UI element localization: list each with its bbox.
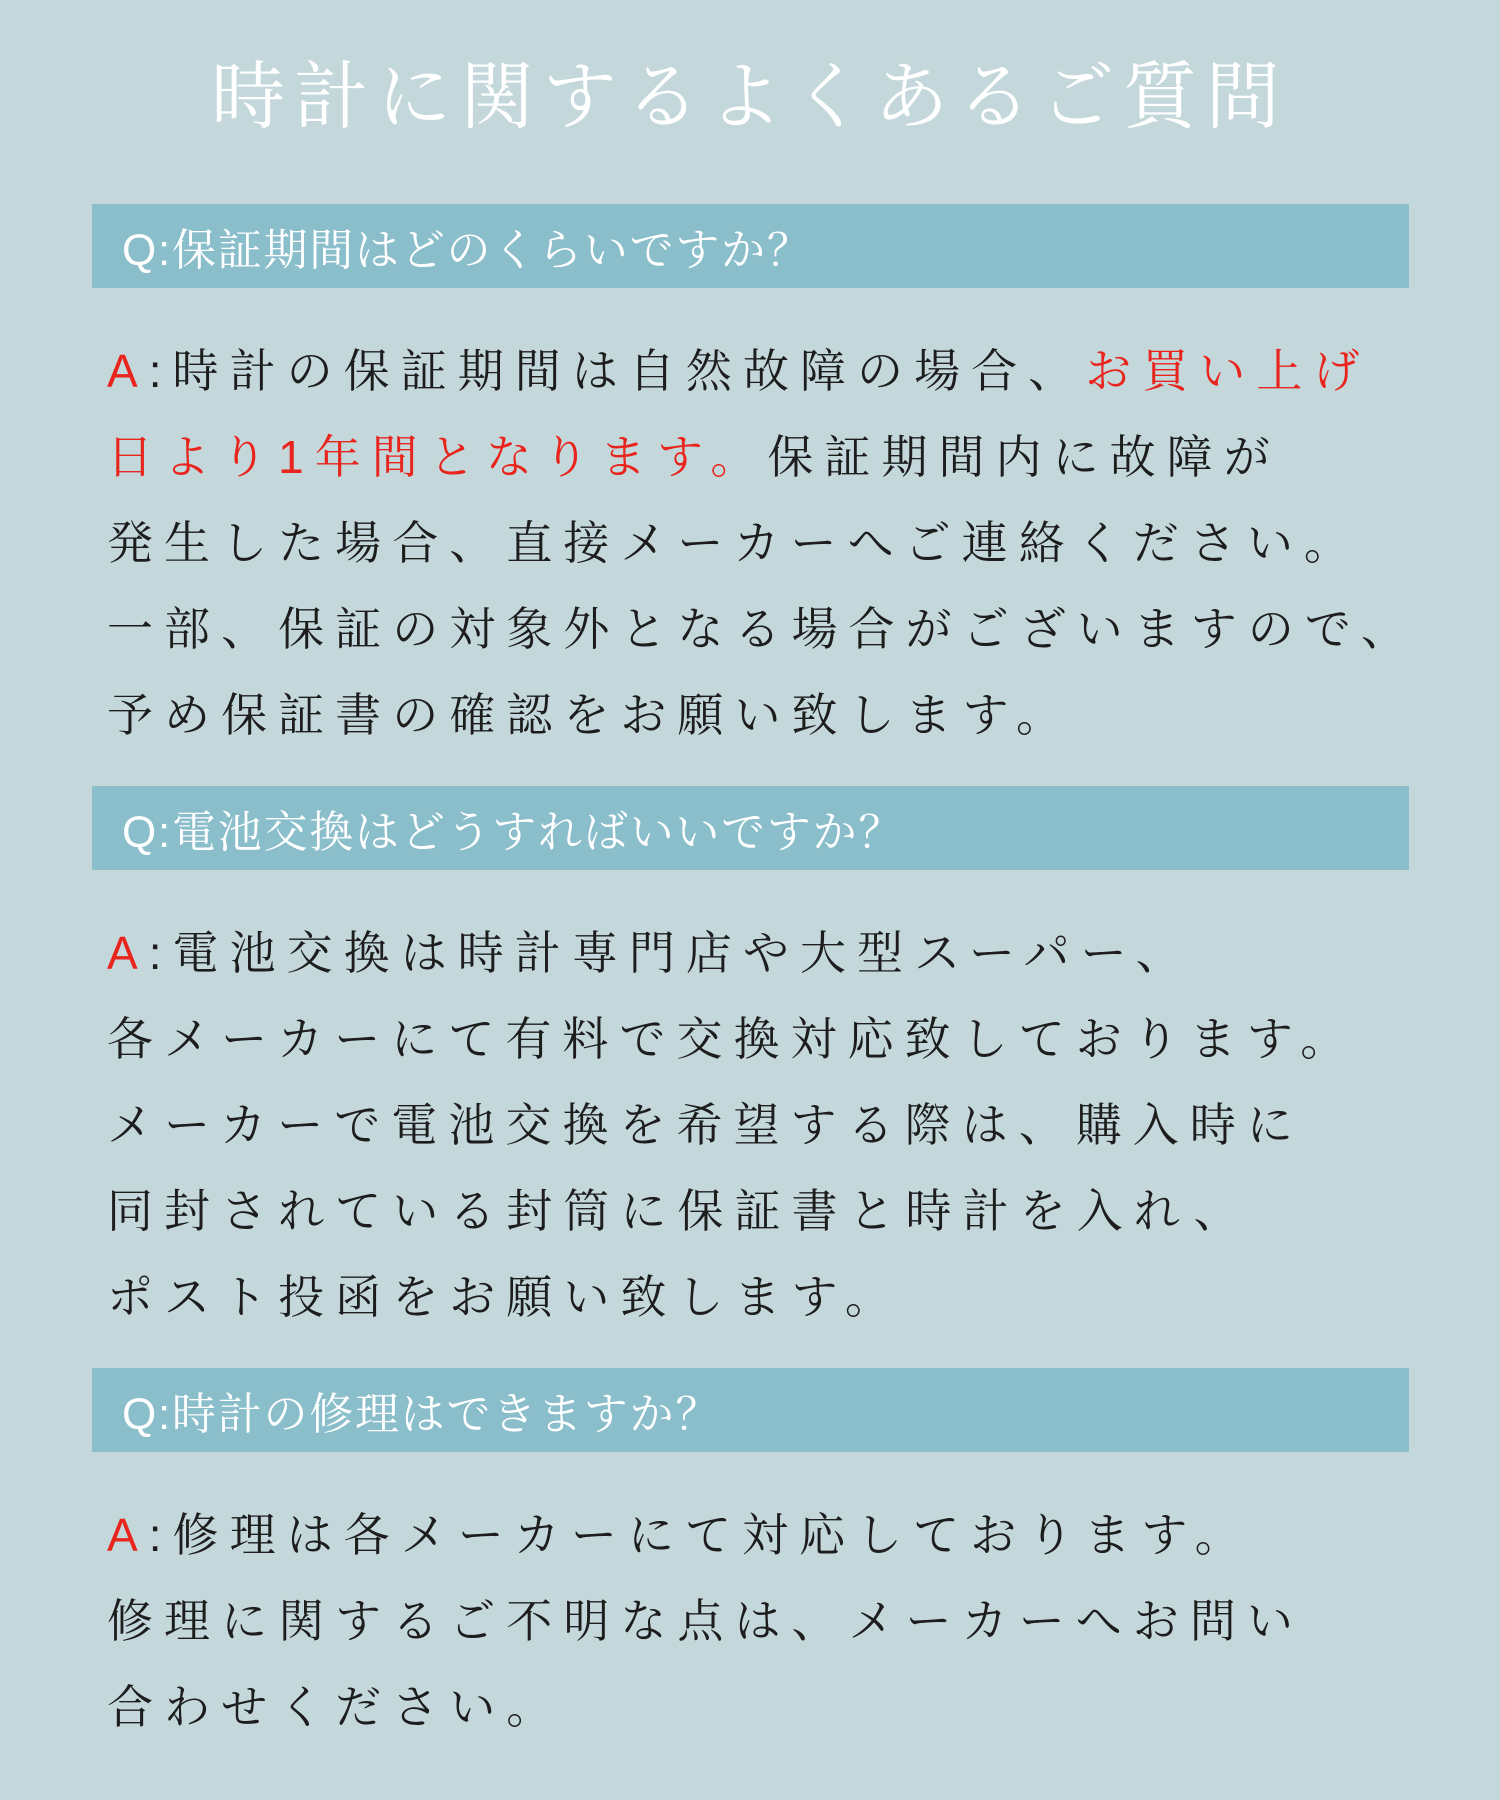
answer-segment-highlight: A [107, 927, 149, 979]
question-label: Q:時計の修理はできますか？ [122, 1390, 722, 1439]
question-label: Q:電池交換はどうすればいいですか？ [122, 808, 905, 857]
answer-line [107, 500, 1409, 586]
answer-segment: 予め保証書の確認をお願い致します。 [107, 689, 1073, 741]
answer-segment: 保証期間内に故障が [767, 431, 1281, 483]
answer-line [107, 586, 1418, 672]
faq-section-3 [0, 1368, 1500, 1750]
question-band [92, 204, 1409, 288]
answer-segment: :修理は各メーカーにて対応しております。 [148, 1509, 1252, 1561]
answer-segment: 修理に関するご不明な点は、メーカーへお問い [107, 1595, 1304, 1647]
answer-line [107, 1492, 1409, 1578]
faq-list [0, 204, 1500, 1750]
faq-section-1 [0, 204, 1500, 758]
answer-segment-highlight: A [107, 345, 149, 397]
question-band [92, 1368, 1409, 1452]
answer-line [107, 414, 1409, 500]
answer-segment: 合わせください。 [107, 1681, 564, 1733]
faq-section-2 [0, 786, 1500, 1340]
answer-block [107, 1492, 1409, 1750]
question-band [92, 786, 1409, 870]
answer-segment: :時計の保証期間は自然故障の場合、 [148, 345, 1086, 397]
answer-line [107, 1082, 1409, 1168]
page-title: 時計に関するよくあるご質問 [211, 55, 1289, 138]
answer-line [107, 996, 1409, 1082]
answer-line [107, 1664, 1409, 1750]
answer-line [107, 672, 1409, 758]
answer-segment: 各メーカーにて有料で交換対応致しております。 [107, 1013, 1358, 1065]
answer-segment-highlight: 日より1年間となります。 [107, 431, 768, 483]
answer-line [107, 1578, 1409, 1664]
answer-line [107, 910, 1409, 996]
answer-block [107, 910, 1409, 1340]
answer-segment: ポスト投函をお願い致します。 [107, 1271, 902, 1323]
answer-segment: 発生した場合、直接メーカーへご連絡ください。 [107, 517, 1361, 569]
answer-segment: 一部、保証の対象外となる場合がございますので、 [107, 603, 1418, 655]
question-label: Q:保証期間はどのくらいですか？ [122, 226, 813, 275]
answer-segment: メーカーで電池交換を希望する際は、購入時に [107, 1099, 1304, 1151]
answer-line [107, 1168, 1409, 1254]
answer-segment-highlight: お買い上げ [1085, 345, 1371, 397]
answer-block [107, 328, 1418, 758]
answer-segment-highlight: A [107, 1509, 149, 1561]
answer-segment: :電池交換は時計専門店や大型スーパー、 [148, 927, 1193, 979]
answer-line [107, 328, 1409, 414]
answer-segment: 同封されている封筒に保証書と時計を入れ、 [107, 1185, 1251, 1237]
answer-line [107, 1254, 1409, 1340]
